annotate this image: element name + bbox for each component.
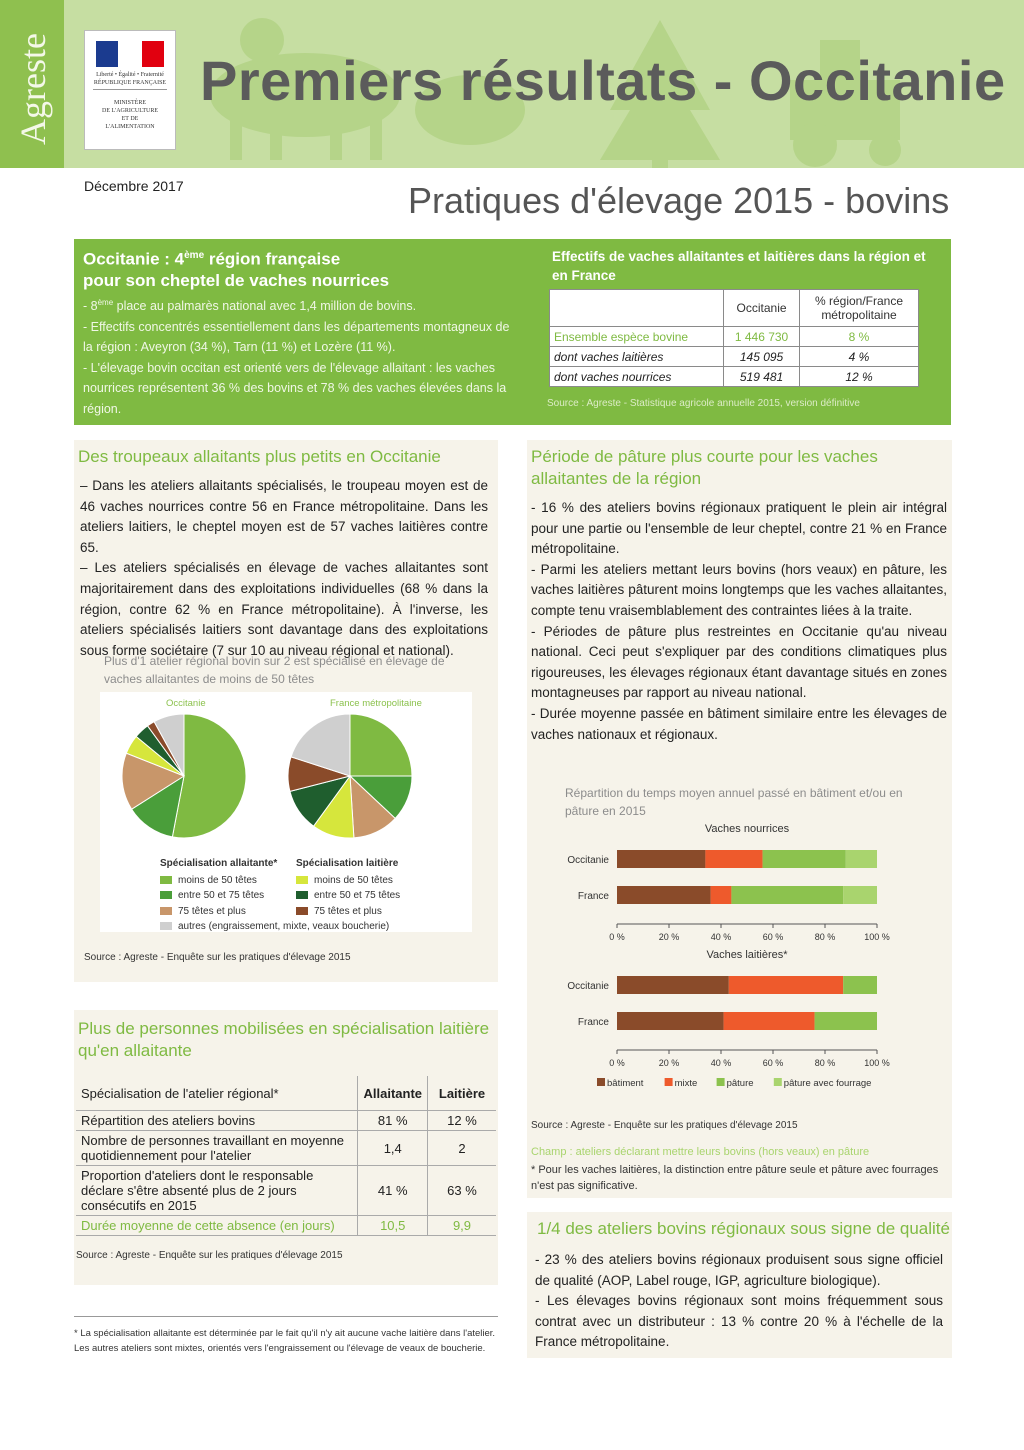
personnes-table: [76, 1076, 496, 1236]
col-header: Laitière: [428, 1076, 497, 1111]
col-header: Spécialisation de l'atelier régional*: [76, 1076, 358, 1111]
pie-charts: [100, 692, 472, 842]
table-row: Durée moyenne de cette absence (en jours) 10,5 9,9: [76, 1216, 496, 1236]
marianne-flag-icon: [96, 41, 164, 67]
bar-tick-label: 60 %: [762, 932, 784, 942]
bar-category-label: Occitanie: [567, 855, 609, 866]
bar-category-label: Occitanie: [567, 981, 609, 992]
legend-swatch: [717, 1078, 725, 1086]
pie-label-france: France métropolitaine: [330, 698, 422, 709]
legend-label: pâture avec fourrage: [783, 1078, 872, 1089]
bar-chart-title: Répartition du temps moyen annuel passé en bâtiment et/ou en pâture en 2015: [565, 786, 903, 818]
table-row: Répartition des ateliers bovins 81 % 12 %: [76, 1111, 496, 1131]
pie-chart-area: [100, 692, 472, 932]
intro-title: Occitanie : 4ème région française pour son cheptel de vaches nourrices: [83, 249, 390, 290]
bar-tick-label: 40 %: [710, 932, 732, 942]
paturage-panel: [527, 440, 952, 1198]
legend-swatch: [597, 1078, 605, 1086]
bar-tick-label: 100 %: [864, 1058, 890, 1068]
legend-label: pâture: [726, 1078, 754, 1089]
bar-segment: [617, 850, 705, 868]
col-header: Allaitante: [358, 1076, 428, 1111]
effectifs-title: Effectifs de vaches allaitantes et laitières dans la région et en France: [552, 249, 926, 283]
bar-category-label: France: [577, 891, 609, 902]
bar-segment: [763, 850, 846, 868]
ministry-logo: [84, 30, 176, 150]
intro-box: [74, 239, 951, 425]
bar-tick-label: 60 %: [762, 1058, 784, 1068]
table-row: dont vaches laitières 145 095 4 %: [550, 347, 919, 367]
troupeaux-title: Des troupeaux allaitants plus petits en Occitanie: [78, 447, 441, 466]
pie-chart-title: Plus d'1 atelier régional bovin sur 2 est spécialisé en élevage de vaches allaitantes de moins de 50 têtes: [104, 654, 445, 686]
pie-slice: [350, 714, 412, 776]
legend-item: 75 têtes et plus: [296, 906, 382, 917]
legend-swatch: [665, 1078, 673, 1086]
qualite-text: - 23 % des ateliers bovins régionaux produisent sous signe officiel de qualité (AOP, Label rouge, IGP, agriculture biologique). - Les élevages bovins régionaux sont moins fréquemment sous contrat avec un distributeur : 13 % contre 20 % à l'échelle de la France métropolitaine.: [535, 1252, 943, 1350]
bar-segment: [843, 976, 877, 994]
bar-tick-label: 20 %: [658, 932, 680, 942]
bar-category-label: France: [577, 1017, 609, 1028]
paturage-text: - 16 % des ateliers bovins régionaux pratiquent le plein air intégral pour une partie ou l'ensemble de leur cheptel, contre 21 % en France métropolitaine. - Parmi les ateliers mettant leurs bovins (hors veaux) en pâture, les vaches laitières pâturent moins longtemps que les vaches allaitantes, compte tenu vraisemblablement des contraintes liées à la traite. - Périodes de pâture plus restreintes en Occitanie qu'au niveau national. Ceci peut s'expliquer par des conditions climatiques plus rigoureuses, les élevages régionaux étant davantage situés en zones montagneuses par rapport au niveau national. - Durée moyenne passée en bâtiment similaire entre les élevages de vaches nationaux et régionaux.: [531, 500, 947, 742]
bar-segment: [724, 1012, 815, 1030]
bar-chart-subtitle: Vaches nourrices: [704, 823, 790, 835]
bar-tick-label: 80 %: [814, 1058, 836, 1068]
bar-segment: [731, 886, 843, 904]
legend-label: mixte: [674, 1078, 698, 1089]
bar-charts: [527, 820, 952, 1100]
qualite-panel: [527, 1212, 952, 1358]
effectifs-source: Source : Agreste - Statistique agricole annuelle 2015, version définitive: [547, 398, 860, 409]
legend-title-laitier: Spécialisation laitière: [296, 858, 399, 869]
troupeaux-source: Source : Agreste - Enquête sur les pratiques d'élevage 2015: [84, 952, 351, 963]
legend-title-allaitant: Spécialisation allaitante*: [160, 858, 278, 869]
bar-tick-label: 100 %: [864, 932, 890, 942]
paturage-title: Période de pâture plus courte pour les vaches allaitantes de la région: [531, 447, 878, 488]
bar-tick-label: 40 %: [710, 1058, 732, 1068]
bar-segment: [729, 976, 843, 994]
col-header: Occitanie: [724, 290, 800, 327]
logo-ministry-line: DE L'AGRICULTURE: [101, 108, 159, 114]
intro-text: - 8ème place au palmarès national avec 1,4 million de bovins. - Effectifs concentrés essentiellement dans les départements montagneux de la région : Aveyron (34 %), Tarn (11 %) et Lozère (11 %). - L'élevage bovin occitan est orienté vers de l'élevage allaitant : les vaches nourrices représentent 36 % des bovins et 78 % des vaches élevées dans la région.: [83, 298, 510, 416]
page-subtitle: Pratiques d'élevage 2015 - bovins: [408, 180, 950, 221]
bar-tick-label: 20 %: [658, 1058, 680, 1068]
bar-segment: [617, 1012, 724, 1030]
legend-item: entre 50 et 75 têtes: [296, 890, 400, 901]
bar-tick-label: 0 %: [609, 932, 625, 942]
legend-swatch: [774, 1078, 782, 1086]
paturage-note: * Pour les vaches laitières, la distinction entre pâture seule et pâture avec fourrages n'est pas significative.: [531, 1164, 939, 1192]
legend-item: 75 têtes et plus: [160, 906, 246, 917]
legend-item: moins de 50 têtes: [296, 875, 393, 886]
paturage-champ: Champ : ateliers déclarant mettre leurs bovins (hors veaux) en pâture: [531, 1146, 870, 1158]
bar-segment: [617, 976, 729, 994]
bar-segment: [705, 850, 762, 868]
bar-tick-label: 0 %: [609, 1058, 625, 1068]
bar-tick-label: 80 %: [814, 932, 836, 942]
bar-chart-subtitle: Vaches laitières*: [706, 949, 788, 961]
bar-segment: [843, 886, 877, 904]
agreste-brand: Agreste: [13, 33, 53, 145]
personnes-source: Source : Agreste - Enquête sur les pratiques d'élevage 2015: [76, 1250, 343, 1261]
personnes-title: Plus de personnes mobilisées en spécialisation laitière qu'en allaitante: [78, 1019, 490, 1060]
footnote: * La spécialisation allaitante est déterminée par le fait qu'il n'y ait aucune vache laitière dans l'atelier. Les autres ateliers sont mixtes, orientés vers l'engraissement ou l'élevage de veaux de boucherie.: [74, 1328, 496, 1354]
table-row: Ensemble espèce bovine 1 446 730 8 %: [550, 327, 919, 347]
table-row: Proportion d'ateliers dont le responsable déclare s'être absenté plus de 2 jours consécutifs en 2015 41 % 63 %: [76, 1166, 496, 1216]
legend-item: autres (engraissement, mixte, veaux boucherie): [160, 921, 389, 932]
table-row: dont vaches nourrices 519 481 12 %: [550, 367, 919, 387]
col-header: % région/France métropolitaine: [800, 290, 919, 327]
pie-label-occitanie: Occitanie: [166, 698, 206, 709]
publication-date: Décembre 2017: [84, 178, 184, 194]
bar-segment: [846, 850, 877, 868]
logo-ministry-line: ET DE: [121, 116, 139, 122]
legend-item: moins de 50 têtes: [160, 875, 257, 886]
effectifs-table: [549, 289, 919, 387]
footnote-divider: [74, 1316, 498, 1317]
logo-ministry-line: MINISTÈRE: [114, 100, 146, 106]
logo-ministry-line: L'ALIMENTATION: [105, 124, 155, 130]
logo-republic-text: Liberté • Égalité • Fraternité RÉPUBLIQUE FRANÇAISE: [93, 72, 167, 86]
legend-label: bâtiment: [607, 1078, 644, 1089]
bar-segment: [711, 886, 732, 904]
troupeaux-panel: [74, 440, 498, 982]
legend-item: entre 50 et 75 têtes: [160, 890, 264, 901]
troupeaux-text: – Dans les ateliers allaitants spécialisés, le troupeau moyen est de 46 vaches nourrices contre 56 en France métropolitaine. Dans les ateliers laitiers, le cheptel moyen est de 57 vaches laitières contre 65. – Les ateliers spécialisés en élevage de vaches allaitantes sont majoritairement dans des exploitations individuelles (68 % dans la région, contre 62 % en France métropolitaine). À l'inverse, les ateliers spécialisés laitiers sont davantage dans des exploitations sous forme sociétaire (7 sur 10 au niveau régional et national).: [80, 478, 488, 658]
paturage-source: Source : Agreste - Enquête sur les pratiques d'élevage 2015: [531, 1120, 798, 1131]
qualite-title: 1/4 des ateliers bovins régionaux sous signe de qualité: [537, 1219, 950, 1238]
bar-segment: [815, 1012, 877, 1030]
table-row: Nombre de personnes travaillant en moyenne quotidiennement pour l'atelier 1,4 2: [76, 1131, 496, 1166]
bar-segment: [617, 886, 711, 904]
page-title: Premiers résultats - Occitanie: [200, 49, 1006, 112]
